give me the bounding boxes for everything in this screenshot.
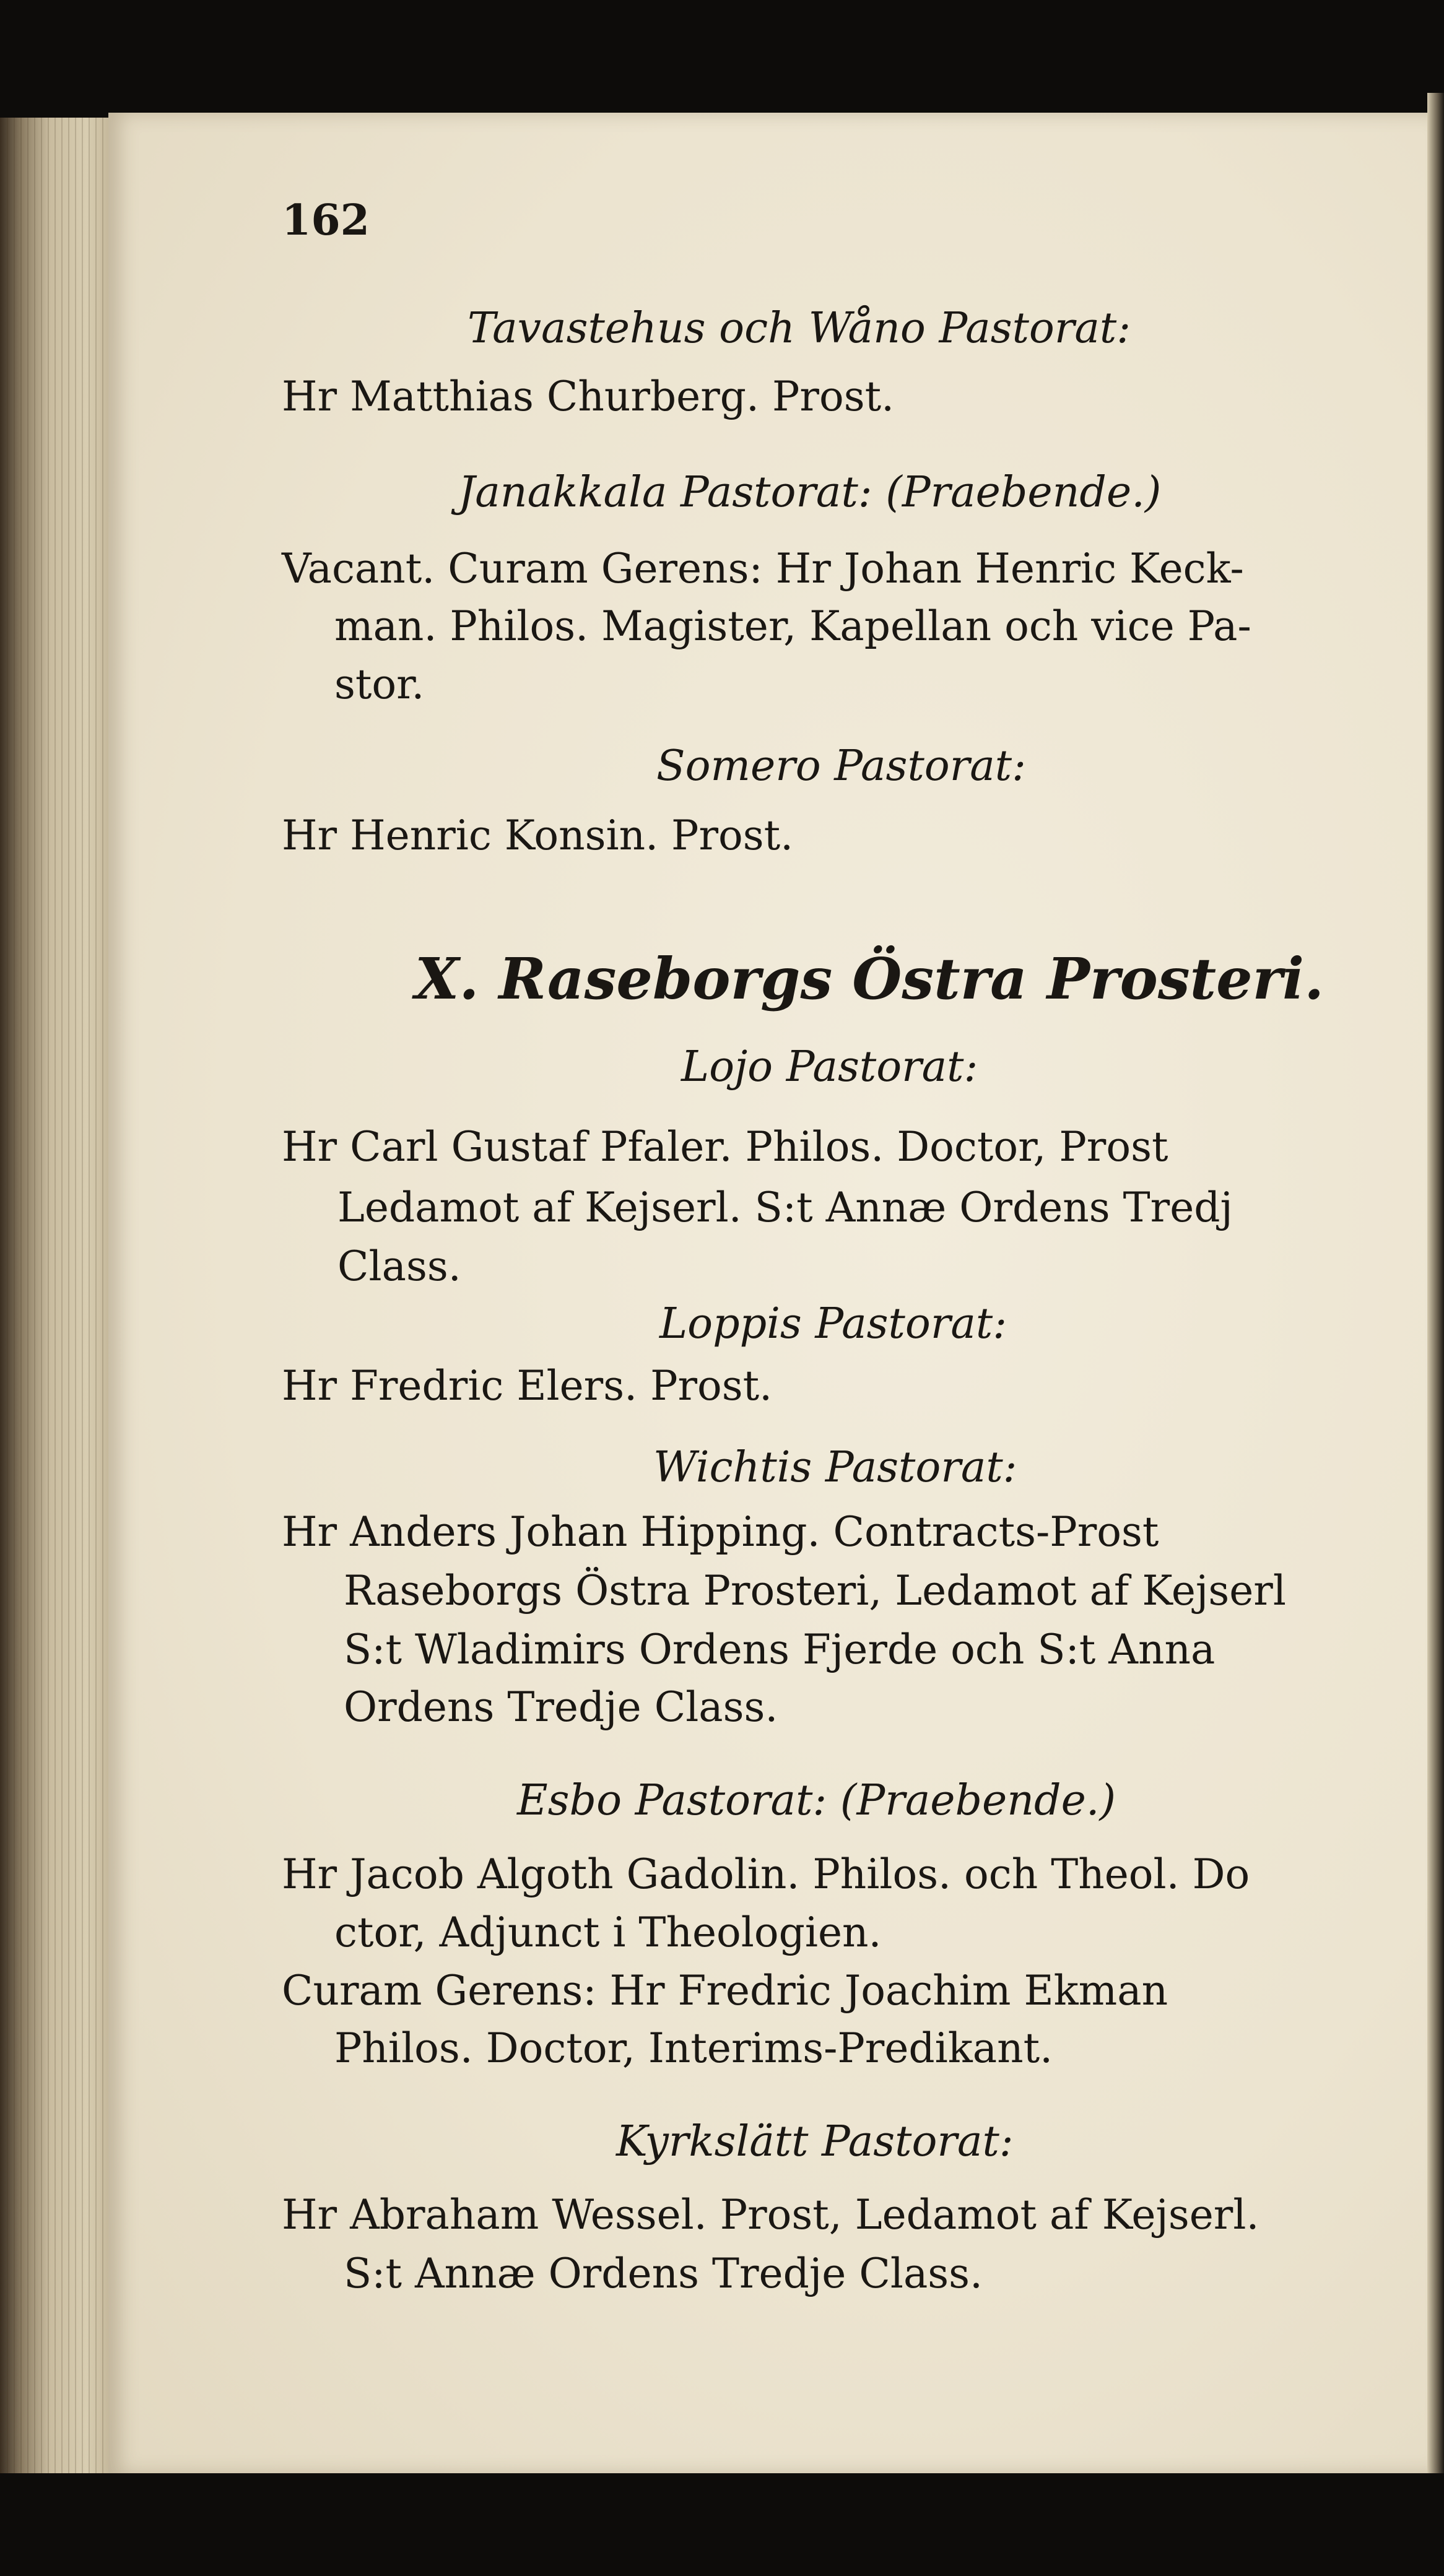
entry-continuation: S:t Annæ Ordens Tredje Class. — [344, 2250, 983, 2297]
heading-esbo: Esbo Pastorat: (Praebende.) — [517, 1776, 1116, 1825]
entry-continuation: stor. — [334, 661, 425, 708]
entry-continuation: Ordens Tredje Class. — [344, 1683, 778, 1731]
heading-somero: Somero Pastorat: — [656, 742, 1026, 791]
page-stack-left-edge — [0, 118, 124, 2483]
heading-janakkala: Janakkala Pastorat: (Praebende.) — [458, 468, 1162, 517]
scan-background-bottom — [0, 2473, 1444, 2576]
heading-kyrkslatt: Kyrkslätt Pastorat: — [616, 2117, 1014, 2166]
entry-line: Hr Matthias Churberg. Prost. — [282, 373, 895, 420]
entry-continuation: Class. — [337, 1242, 461, 1290]
entry-line: Hr Henric Konsin. Prost. — [282, 812, 794, 859]
heading-lojo: Lojo Pastorat: — [681, 1043, 978, 1091]
heading-tavastehus: Tavastehus och Wåno Pastorat: — [468, 304, 1131, 353]
entry-continuation: Ledamot af Kejserl. S:t Annæ Ordens Tredj — [337, 1184, 1233, 1231]
entry-line: Hr Anders Johan Hipping. Contracts-Prost — [282, 1508, 1159, 1556]
entry-continuation: ctor, Adjunct i Theologien. — [334, 1909, 882, 1956]
heading-wichtis: Wichtis Pastorat: — [653, 1443, 1017, 1492]
entry-line: Hr Carl Gustaf Pfaler. Philos. Doctor, Prost — [282, 1123, 1168, 1171]
entry-line: Curam Gerens: Hr Fredric Joachim Ekman — [282, 1967, 1168, 2014]
entry-continuation: Raseborgs Östra Prosteri, Ledamot af Kejserl — [344, 1567, 1286, 1615]
entry-continuation: S:t Wladimirs Ordens Fjerde och S:t Anna — [344, 1626, 1216, 1673]
entry-line: Hr Jacob Algoth Gadolin. Philos. och Theol. Do — [282, 1850, 1250, 1898]
entry-line: Hr Fredric Elers. Prost. — [282, 1362, 773, 1410]
entry-line: Hr Abraham Wessel. Prost, Ledamot af Kejserl. — [282, 2191, 1259, 2239]
page-right-edge — [1427, 93, 1444, 2495]
entry-continuation: man. Philos. Magister, Kapellan och vice Pa- — [334, 602, 1251, 650]
section-heading-raseborgs: X. Raseborgs Östra Prosteri. — [415, 945, 1324, 1012]
scan-background-top — [0, 0, 1444, 118]
page-number: 162 — [282, 196, 370, 245]
entry-line: Vacant. Curam Gerens: Hr Johan Henric Keck- — [282, 545, 1244, 592]
heading-loppis: Loppis Pastorat: — [659, 1299, 1007, 1348]
entry-continuation: Philos. Doctor, Interims-Predikant. — [334, 2024, 1053, 2072]
